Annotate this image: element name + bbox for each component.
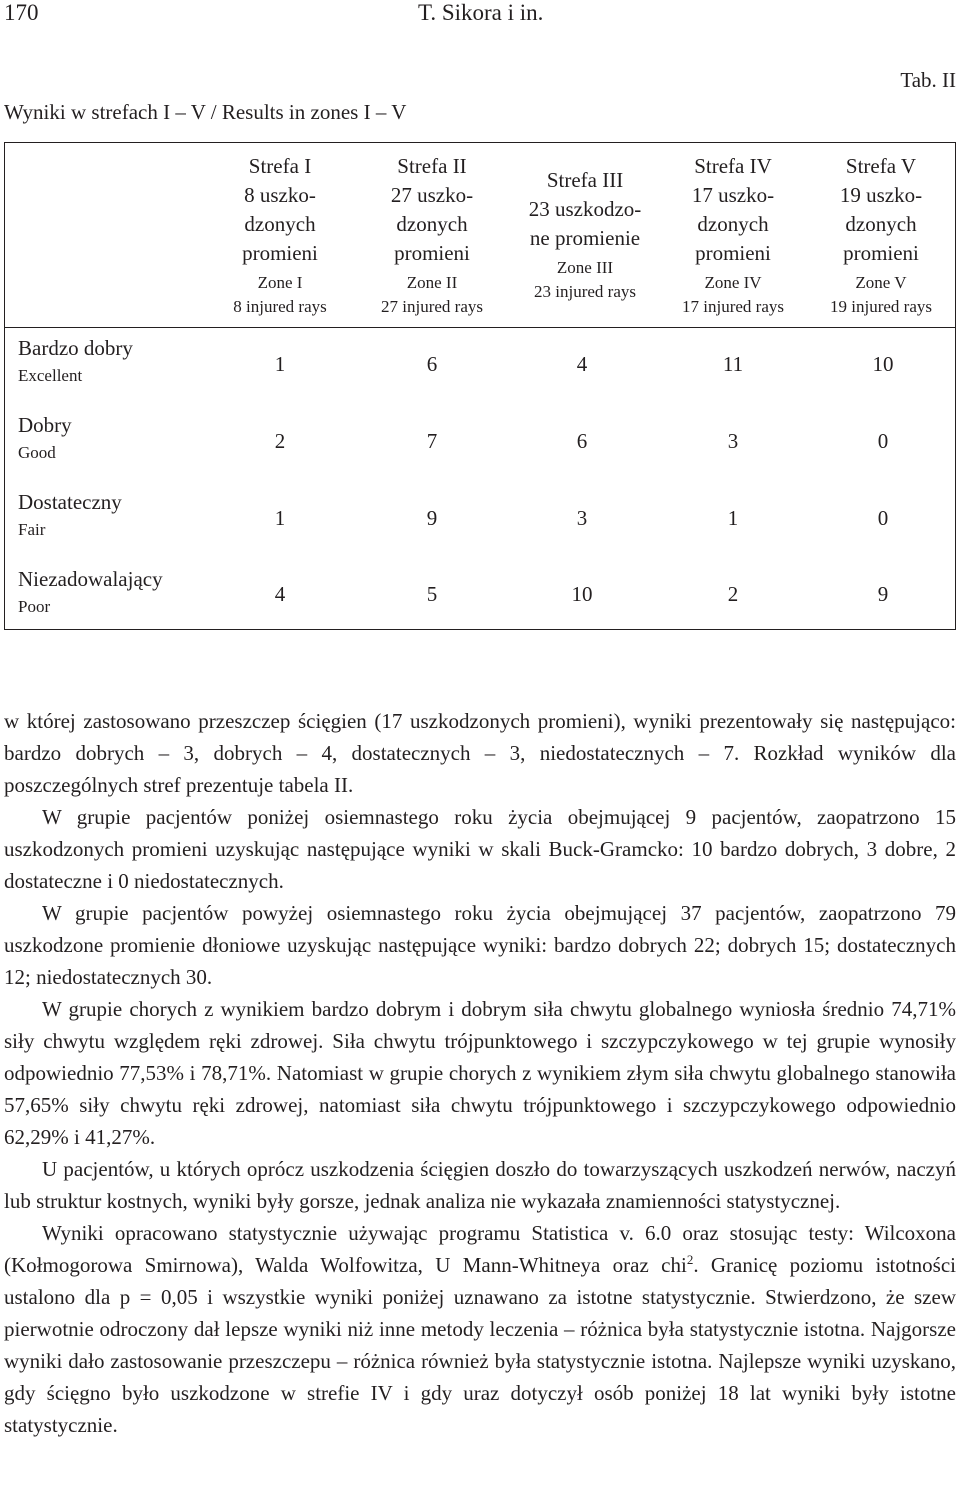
table-cell: 9 [426,506,438,530]
table-title: Wyniki w strefach I – V / Results in zones I – V [4,100,407,124]
header-line: Strefa IV [694,154,772,178]
header-line: dzonych [244,212,316,236]
column-header-en [808,271,954,319]
header-line: Zone I [257,273,303,292]
row-label-poor [18,566,163,618]
column-header-en [362,271,502,319]
column-header-zone-2 [362,152,502,322]
table-cell: 7 [426,429,438,453]
header-line: ne promienie [529,226,641,250]
header-line: 19 injured rays [830,297,932,316]
header-line: Strefa III [546,168,624,192]
row-label-en: Fair [18,520,46,539]
table-cell: 4 [576,352,588,376]
table-header-divider [4,327,956,328]
column-header-pl [210,152,350,268]
table-top-border [4,142,956,143]
header-line: Strefa II [397,154,467,178]
column-header-zone-4 [663,152,803,322]
table-left-border [4,142,5,630]
header-line: Zone V [855,273,907,292]
header-line: promieni [843,241,919,265]
row-label-fair [18,489,122,541]
row-label-excellent [18,335,133,387]
column-header-pl [808,152,954,268]
table-cell: 0 [877,506,889,530]
header-line: dzonych [697,212,769,236]
header-line: 27 uszko- [390,183,474,207]
row-label-en: Good [18,443,56,462]
row-label-pl: Bardzo dobry [18,336,133,360]
header-line: promieni [242,241,318,265]
table-cell: 6 [426,352,438,376]
row-label-pl: Niezadowalający [18,567,163,591]
paragraph: U pacjentów, u których oprócz uszkodzenia ścięgien doszło do towarzyszących uszkodzeń nerwów, naczyń lub struktur kostnych, wyniki były gorsze, jednak analiza nie wykazała znamienności statystycznej. [4,1157,956,1213]
table-cell: 9 [877,582,889,606]
header-line: 19 uszko- [839,183,923,207]
column-header-pl [507,166,663,253]
column-header-en [663,271,803,319]
paragraph: W grupie pacjentów poniżej osiemnastego roku życia obejmującej 9 pacjentów, zaopatrzono 15 uszkodzonych promieni uzyskując następujące wyniki w skali Buck-Gramcko: 10 bardzo dobrych, 3 dobre, 2 dostateczne i 0 niedostatecznych. [4,805,956,893]
header-line: dzonych [845,212,917,236]
page-number: 170 [4,0,39,25]
header-line: Zone IV [704,273,762,292]
row-label-en: Excellent [18,366,83,385]
row-label-good [18,412,72,464]
paragraph-text: . Granicę poziomu istotności ustalono dla p = 0,05 i wszystkie wyniki poniżej uznawano za istotne statystycznie. Stwierdzono, że szew pierwotnie odroczony dał lepsze wyniki niż inne metody leczenia – różnica była statystycznie istotna. Najgorsze wyniki dało zastosowanie przeszczepu – różnica również była statystycznie istotna. Najlepsze wyniki uzyskano, gdy ścięgno było uszkodzone w strefie IV i gdy uraz dotyczył osób poniżej 18 lat wyniki były istotne statystycznie. [4,1253,956,1437]
column-header-pl [663,152,803,268]
table-cell: 5 [426,582,438,606]
running-title: T. Sikora i in. [418,0,544,25]
header-line: 17 injured rays [682,297,784,316]
column-header-en [507,256,663,304]
column-header-pl [362,152,502,268]
header-line: 8 injured rays [233,297,327,316]
table-cell: 1 [274,506,286,530]
table-cell: 2 [727,582,739,606]
table-cell: 11 [722,352,744,376]
header-line: promieni [394,241,470,265]
column-header-zone-1 [210,152,350,322]
header-line: Strefa V [845,154,917,178]
paragraph: W grupie pacjentów powyżej osiemnastego roku życia obejmującej 37 pacjentów, zaopatrzono 79 uszkodzone promienie dłoniowe uzyskując następujące wyniki: bardzo dobrych 22; dobrych 15; dostatecznych 12; niedostatecznych 30. [4,901,956,989]
paragraph [4,1217,956,1441]
header-line: Strefa I [248,154,312,178]
table-cell: 10 [872,352,894,376]
paragraph: W grupie chorych z wynikiem bardzo dobrym i dobrym siła chwytu globalnego wyniosła średnio 74,71% siły chwytu względem ręki zdrowej. Siła chwytu trójpunktowego i szczypczykowego w tej grupie wynosiły odpowiednio 77,53% i 78,71%. Natomiast w grupie chorych z wynikiem złym siła chwytu globalnego stanowiła 57,65% siły chwytu ręki zdrowej, natomiast siła chwytu trójpunktowego i szczypczykowego odpowiednio 62,29% i 41,27%. [4,997,956,1149]
superscript: 2 [686,1252,694,1267]
header-line: dzonych [396,212,468,236]
body-text [4,705,956,1441]
row-label-pl: Dostateczny [18,490,122,514]
header-line: Zone II [406,273,458,292]
column-header-zone-3 [507,166,663,336]
column-header-en [210,271,350,319]
header-line: Zone III [556,258,614,277]
header-line: 8 uszko- [244,183,316,207]
table-cell: 1 [727,506,739,530]
table-cell: 3 [727,429,739,453]
table-bottom-border [4,629,956,630]
table-label: Tab. II [900,68,956,92]
header-line: promieni [695,241,771,265]
header-line: 27 injured rays [381,297,483,316]
header-line: 23 uszkodzo- [528,197,642,221]
table-cell: 2 [274,429,286,453]
table-cell: 6 [576,429,588,453]
table-cell: 0 [877,429,889,453]
header-line: 17 uszko- [691,183,775,207]
row-label-pl: Dobry [18,413,72,437]
table-cell: 3 [576,506,588,530]
row-label-en: Poor [18,597,51,616]
table-cell: 10 [571,582,593,606]
header-line: 23 injured rays [534,282,636,301]
table-cell: 4 [274,582,286,606]
table-cell: 1 [274,352,286,376]
paragraph-text: Wyniki opracowano statystycznie używając programu Statistica v. 6.0 oraz stosując testy: Wilcoxona (Kołmogorowa Smirnowa), Walda Wolfowitza, U Mann-Whitneya oraz chi [4,1221,956,1277]
paragraph: w której zastosowano przeszczep ścięgien (17 uszkodzonych promieni), wyniki prezentowały się następująco: bardzo dobrych – 3, dobrych – 4, dostatecznych – 3, niedostatecznych – 7. Rozkład wyników dla poszczególnych stref prezentuje tabela II. [4,709,956,797]
column-header-zone-5 [808,152,954,322]
table-right-border [955,142,956,630]
